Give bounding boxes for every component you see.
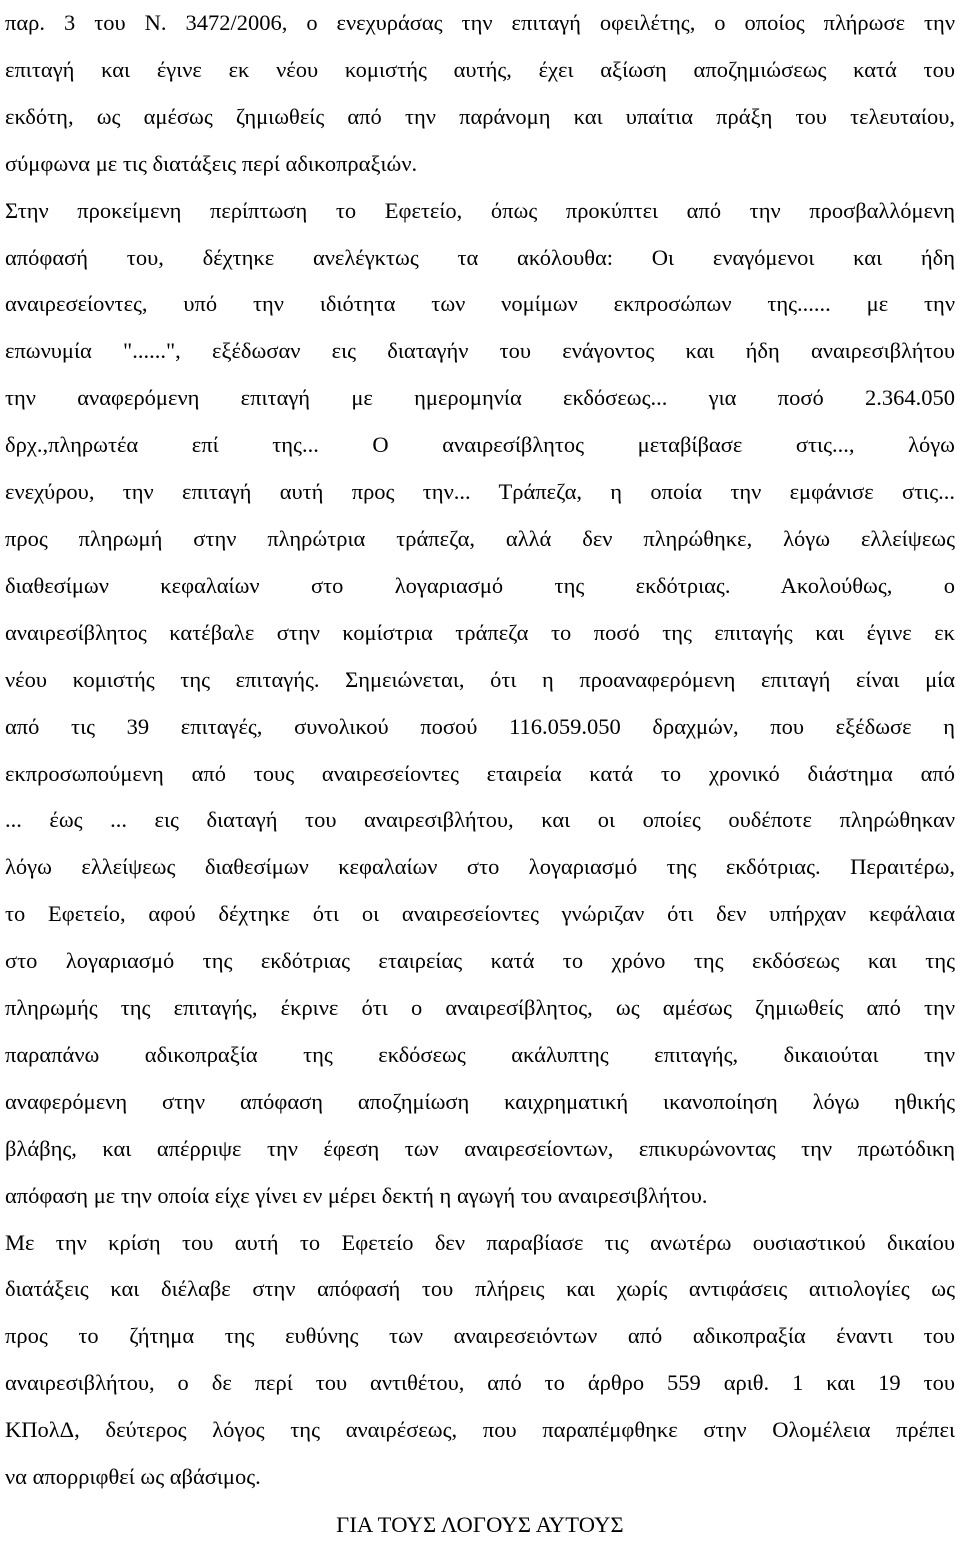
text-line: από τις 39 επιταγές, συνολικού ποσού 116.059.050 δραχμών, που εξέδωσε η bbox=[5, 713, 955, 739]
text-line: σύμφωνα με τις διατάξεις περί αδικοπραξιών. bbox=[5, 150, 418, 176]
text-line: επιταγή και έγινε εκ νέου κομιστής αυτής, έχει αξίωση αποζημιώσεως κατά του bbox=[5, 56, 955, 82]
text-line: πληρωμής της επιταγής, έκρινε ότι ο αναιρεσίβλητος, ως αμέσως ζημιωθείς από την bbox=[5, 995, 955, 1021]
text-line: Με την κρίση του αυτή το Εφετείο δεν παραβίασε τις ανωτέρω ουσιαστικού δικαίου bbox=[5, 1229, 955, 1255]
text-line: αναιρεσίβλητος κατέβαλε στην κομίστρια τράπεζα το ποσό της επιταγής και έγινε εκ bbox=[5, 619, 955, 645]
text-line: αναιρεσιβλήτου, ο δε περί του αντιθέτου, από το άρθρο 559 αριθ. 1 και 19 του bbox=[5, 1370, 955, 1396]
text-line: ενεχύρου, την επιταγή αυτή προς την... Τράπεζα, η οποία την εμφάνισε στις... bbox=[5, 479, 955, 505]
text-line: παρ. 3 του Ν. 3472/2006, ο ενεχυράσας την επιταγή οφειλέτης, ο οποίος πλήρωσε την bbox=[5, 10, 955, 35]
text-line: διατάξεις και διέλαβε στην απόφασή του πλήρεις και χωρίς αντιφάσεις αιτιολογίες ως bbox=[5, 1276, 955, 1302]
text-line: επωνυμία "......", εξέδωσαν εις διαταγήν του ενάγοντος και ήδη αναιρεσιβλήτου bbox=[5, 338, 955, 364]
paragraph-1 bbox=[5, 0, 955, 188]
text-line: απόφασή του, δέχτηκε ανελέγκτως τα ακόλουθα: Οι εναγόμενοι και ήδη bbox=[5, 244, 955, 270]
section-heading: ΓΙΑ ΤΟΥΣ ΛΟΓΟΥΣ ΑΥΤΟΥΣ bbox=[336, 1512, 624, 1537]
text-line: το Εφετείο, αφού δέχτηκε ότι οι αναιρεσείοντες γνώριζαν ότι δεν υπήρχαν κεφάλαια bbox=[5, 901, 955, 927]
text-line: ... έως ... εις διαταγή του αναιρεσιβλήτου, και οι οποίες ουδέποτε πληρώθηκαν bbox=[5, 807, 955, 833]
text-line: απόφαση με την οποία είχε γίνει εν μέρει δεκτή η αγωγή του αναιρεσιβλήτου. bbox=[5, 1182, 708, 1208]
paragraph-3 bbox=[5, 1220, 955, 1501]
text-line: παραπάνω αδικοπραξία της εκδόσεως ακάλυπτης επιταγής, δικαιούται την bbox=[5, 1041, 955, 1067]
text-line: εκδότη, ως αμέσως ζημιωθείς από την παράνομη και υπαίτια πράξη του τελευταίου, bbox=[5, 103, 955, 129]
text-line: Στην προκείμενη περίπτωση το Εφετείο, όπως προκύπτει από την προσβαλλόμενη bbox=[5, 197, 955, 223]
text-line: διαθεσίμων κεφαλαίων στο λογαριασμό της εκδότριας. Ακολούθως, ο bbox=[5, 572, 955, 598]
text-line: να απορριφθεί ως αβάσιμος. bbox=[5, 1464, 261, 1490]
text-line: δρχ.,πληρωτέα επί της... Ο αναιρεσίβλητος μεταβίβασε στις..., λόγω bbox=[5, 432, 955, 458]
paragraph-2 bbox=[5, 188, 955, 1220]
text-line: αναιρεσείοντες, υπό την ιδιότητα των νομίμων εκπροσώπων της...... με την bbox=[5, 291, 955, 317]
text-line: βλάβης, και απέρριψε την έφεση των αναιρεσείοντων, επικυρώνοντας την πρωτόδικη bbox=[5, 1135, 955, 1161]
text-line: εκπροσωπούμενη από τους αναιρεσείοντες εταιρεία κατά το χρονικό διάστημα από bbox=[5, 760, 955, 786]
document-page bbox=[5, 0, 955, 1548]
text-line: ΚΠολΔ, δεύτερος λόγος της αναιρέσεως, που παραπέμφθηκε στην Ολομέλεια πρέπει bbox=[5, 1417, 955, 1443]
text-line: αναφερόμενη στην απόφαση αποζημίωση καιχρηματική ικανοποίηση λόγω ηθικής bbox=[5, 1088, 955, 1114]
text-line: στο λογαριασμό της εκδότριας εταιρείας κατά το χρόνο της εκδόσεως και της bbox=[5, 948, 955, 974]
text-line: νέου κομιστής της επιταγής. Σημειώνεται, ότι η προαναφερόμενη επιταγή είναι μία bbox=[5, 666, 955, 692]
text-line: λόγω ελλείψεως διαθεσίμων κεφαλαίων στο λογαριασμό της εκδότριας. Περαιτέρω, bbox=[5, 854, 955, 880]
text-line: την αναφερόμενη επιταγή με ημερομηνία εκδόσεως... για ποσό 2.364.050 bbox=[5, 385, 955, 411]
text-line: προς πληρωμή στην πληρώτρια τράπεζα, αλλά δεν πληρώθηκε, λόγω ελλείψεως bbox=[5, 525, 955, 551]
text-line: προς το ζήτημα της ευθύνης των αναιρεσειόντων από αδικοπραξία έναντι του bbox=[5, 1323, 955, 1349]
